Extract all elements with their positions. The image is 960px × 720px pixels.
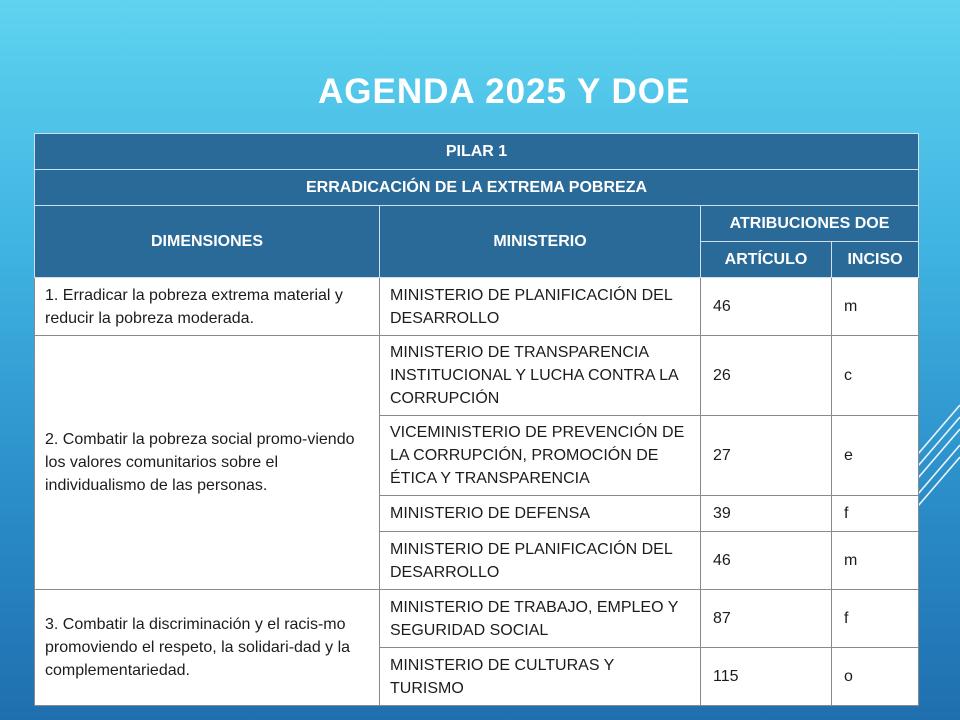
agenda-table bbox=[34, 133, 919, 706]
inciso-cell: m bbox=[832, 532, 919, 590]
ministerio-cell: MINISTERIO DE DEFENSA bbox=[380, 496, 701, 532]
header-row-subtitle bbox=[35, 170, 919, 206]
ministerio-cell: MINISTERIO DE PLANIFICACIÓN DEL DESARROLLO bbox=[380, 532, 701, 590]
table-row bbox=[35, 278, 919, 336]
dimension-cell: 2. Combatir la pobreza social promo-viendo los valores comunitarios sobre el individualismo de las personas. bbox=[35, 336, 380, 590]
articulo-cell: 87 bbox=[701, 590, 832, 648]
dimension-cell: 1. Erradicar la pobreza extrema material y reducir la pobreza moderada. bbox=[35, 278, 380, 336]
articulo-cell: 27 bbox=[701, 416, 832, 496]
inciso-cell: e bbox=[832, 416, 919, 496]
ministerio-cell: MINISTERIO DE PLANIFICACIÓN DEL DESARROLLO bbox=[380, 278, 701, 336]
inciso-cell: o bbox=[832, 648, 919, 706]
page-title: AGENDA 2025 Y DOE bbox=[318, 72, 691, 111]
articulo-cell: 46 bbox=[701, 278, 832, 336]
inciso-cell: f bbox=[832, 496, 919, 532]
articulo-header: ARTÍCULO bbox=[701, 242, 832, 278]
table-row bbox=[35, 590, 919, 648]
table-row bbox=[35, 336, 919, 416]
pilar-subtitle-header: ERRADICACIÓN DE LA EXTREMA POBREZA bbox=[35, 170, 919, 206]
dimension-cell: 3. Combatir la discriminación y el racis-mo promoviendo el respeto, la solidari-dad y la complementariedad. bbox=[35, 590, 380, 706]
atribuciones-header: ATRIBUCIONES DOE bbox=[701, 206, 919, 242]
ministerio-cell: MINISTERIO DE TRABAJO, EMPLEO Y SEGURIDAD SOCIAL bbox=[380, 590, 701, 648]
header-row-columns bbox=[35, 206, 919, 242]
ministerio-header: MINISTERIO bbox=[380, 206, 701, 278]
ministerio-cell: MINISTERIO DE CULTURAS Y TURISMO bbox=[380, 648, 701, 706]
pilar-header: PILAR 1 bbox=[35, 134, 919, 170]
articulo-cell: 39 bbox=[701, 496, 832, 532]
articulo-cell: 26 bbox=[701, 336, 832, 416]
inciso-cell: c bbox=[832, 336, 919, 416]
ministerio-cell: MINISTERIO DE TRANSPARENCIA INSTITUCIONAL Y LUCHA CONTRA LA CORRUPCIÓN bbox=[380, 336, 701, 416]
inciso-header: INCISO bbox=[832, 242, 919, 278]
ministerio-cell: VICEMINISTERIO DE PREVENCIÓN DE LA CORRUPCIÓN, PROMOCIÓN DE ÉTICA Y TRANSPARENCIA bbox=[380, 416, 701, 496]
inciso-cell: m bbox=[832, 278, 919, 336]
header-row-pilar bbox=[35, 134, 919, 170]
articulo-cell: 115 bbox=[701, 648, 832, 706]
articulo-cell: 46 bbox=[701, 532, 832, 590]
inciso-cell: f bbox=[832, 590, 919, 648]
dimensiones-header: DIMENSIONES bbox=[35, 206, 380, 278]
